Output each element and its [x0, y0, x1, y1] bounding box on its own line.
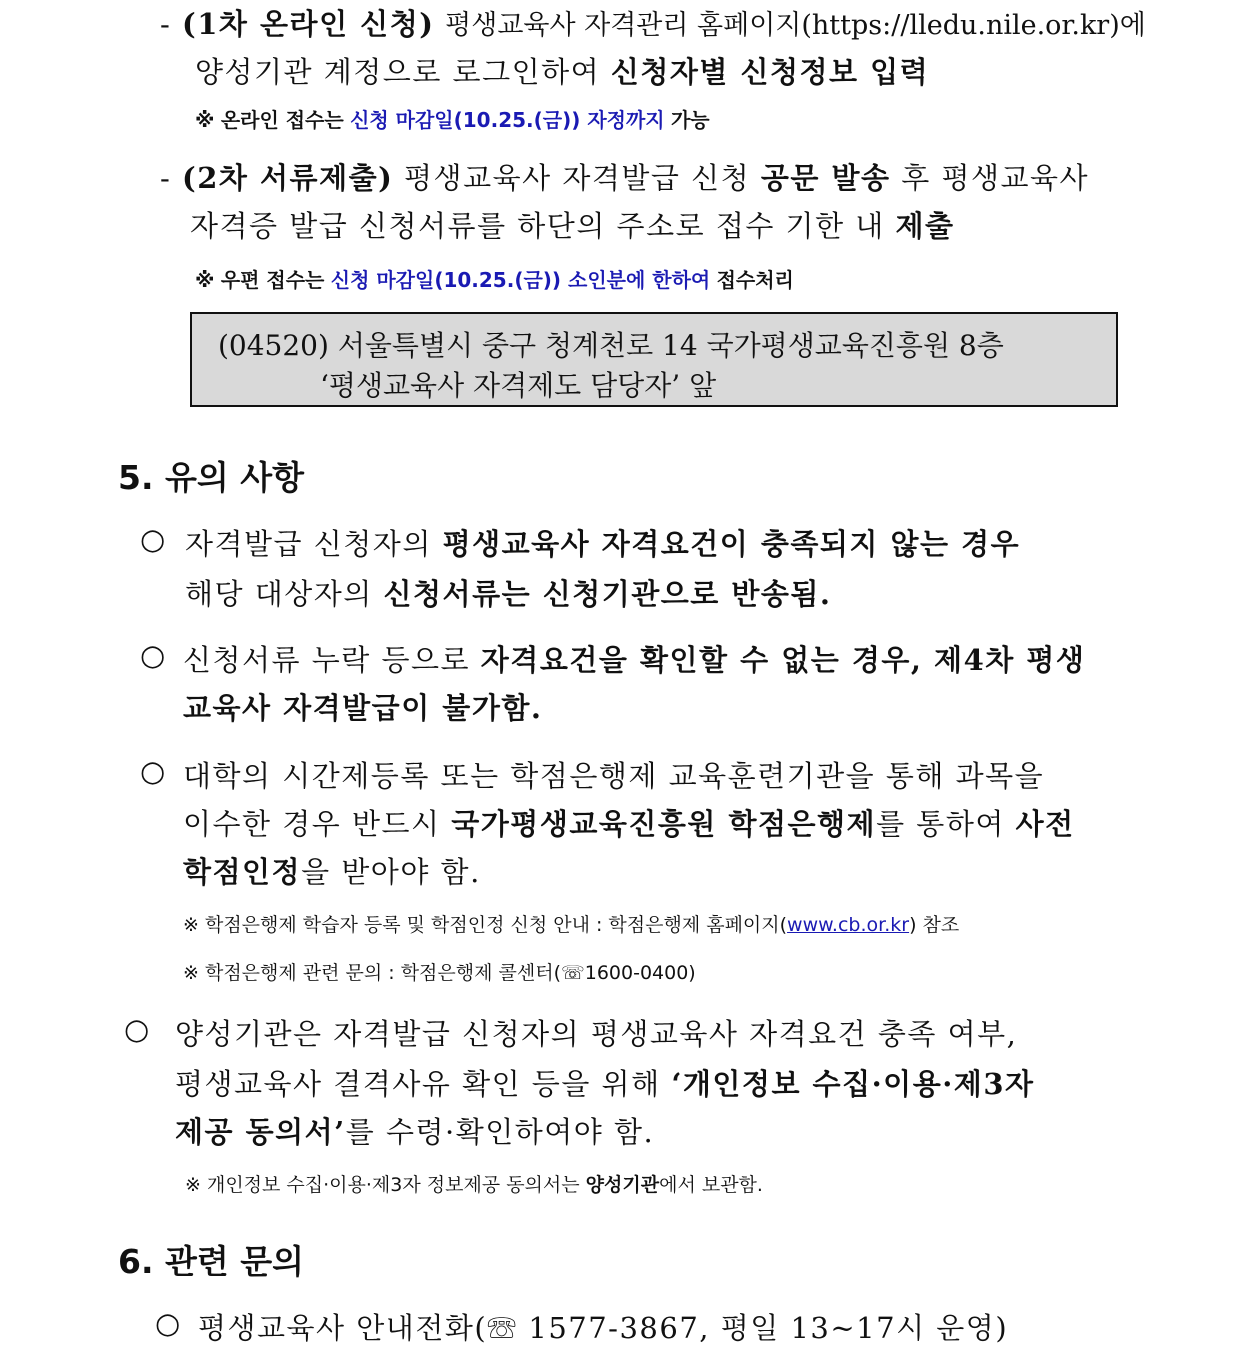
caution-4-line2: 평생교육사 결격사유 확인 등을 위해 ‘개인정보 수집·이용·제3자 [175, 1067, 1035, 1101]
bullet-mark: ○ [140, 754, 167, 788]
online-application-line1 [160, 2, 1146, 43]
bullet-mark: ○ [140, 522, 167, 556]
caution-2-line2: 교육사 자격발급이 불가함. [183, 691, 543, 725]
caution-1-line2: 해당 대상자의 신청서류는 신청기관으로 반송됨. [185, 577, 832, 611]
address-line1: (04520) 서울특별시 중구 청계천로 14 국가평생교육진흥원 8층 [218, 329, 1004, 362]
caution-3-line1: 대학의 시간제등록 또는 학점은행제 교육훈련기관을 통해 과목을 [183, 759, 1045, 793]
caution-2-line1: 신청서류 누락 등으로 자격요건을 확인할 수 없는 경우, 제4차 평생 [183, 643, 1086, 677]
credit-bank-note-1: ※ 학점은행제 학습자 등록 및 학점인정 신청 안내 : 학점은행제 홈페이지(www.cb.or.kr) 참조 [183, 914, 960, 936]
mailing-address-box [190, 312, 1118, 407]
caution-3-line3: 학점인정을 받아야 함. [183, 855, 481, 889]
online-application-note: ※ 온라인 접수는 신청 마감일(10.25.(금)) 자정까지 가능 [195, 108, 710, 132]
bullet-mark: ○ [124, 1012, 151, 1046]
document-submission-tag: (2차 서류제출) [182, 161, 394, 195]
document-submission-line2: 자격증 발급 신청서류를 하단의 주소로 접수 기한 내 제출 [190, 209, 955, 243]
caution-4-line1: 양성기관은 자격발급 신청자의 평생교육사 자격요건 충족 여부, [175, 1017, 1018, 1051]
inquiry-phone-line: 평생교육사 안내전화(☏ 1577-3867, 평일 13~17시 운영) [198, 1311, 1009, 1345]
bullet-mark: ○ [155, 1306, 182, 1340]
dash-marker: - [160, 161, 172, 195]
section-6-heading: 6. 관련 문의 [118, 1242, 304, 1281]
privacy-consent-note: ※ 개인정보 수집·이용·제3자 정보제공 동의서는 양성기관에서 보관함. [185, 1174, 763, 1196]
document-submission-note: ※ 우편 접수는 신청 마감일(10.25.(금)) 소인분에 한하여 접수처리 [195, 268, 794, 292]
caution-4-line3: 제공 동의서’를 수령·확인하여야 함. [175, 1115, 655, 1149]
section-5-heading: 5. 유의 사항 [118, 458, 304, 497]
online-application-line2: 양성기관 계정으로 로그인하여 신청자별 신청정보 입력 [195, 55, 930, 89]
dash-marker: - [160, 7, 172, 41]
caution-1-line1: 자격발급 신청자의 평생교육사 자격요건이 충족되지 않는 경우 [185, 527, 1021, 561]
online-application-tag: (1차 온라인 신청) [182, 7, 435, 41]
document-submission-line1: - (2차 서류제출) 평생교육사 자격발급 신청 공문 발송 후 평생교육사 [160, 161, 1090, 195]
address-line2: ‘평생교육사 자격제도 담당자’ 앞 [320, 369, 717, 402]
bullet-mark: ○ [140, 638, 167, 672]
caution-3-line2: 이수한 경우 반드시 국가평생교육진흥원 학점은행제를 통하여 사전 [183, 807, 1075, 841]
credit-bank-link[interactable]: www.cb.or.kr [787, 914, 910, 936]
credit-bank-note-2: ※ 학점은행제 관련 문의 : 학점은행제 콜센터(☏1600-0400) [183, 962, 696, 984]
online-application-text: 평생교육사 자격관리 홈페이지(https://lledu.nile.or.kr)에 [445, 10, 1146, 41]
